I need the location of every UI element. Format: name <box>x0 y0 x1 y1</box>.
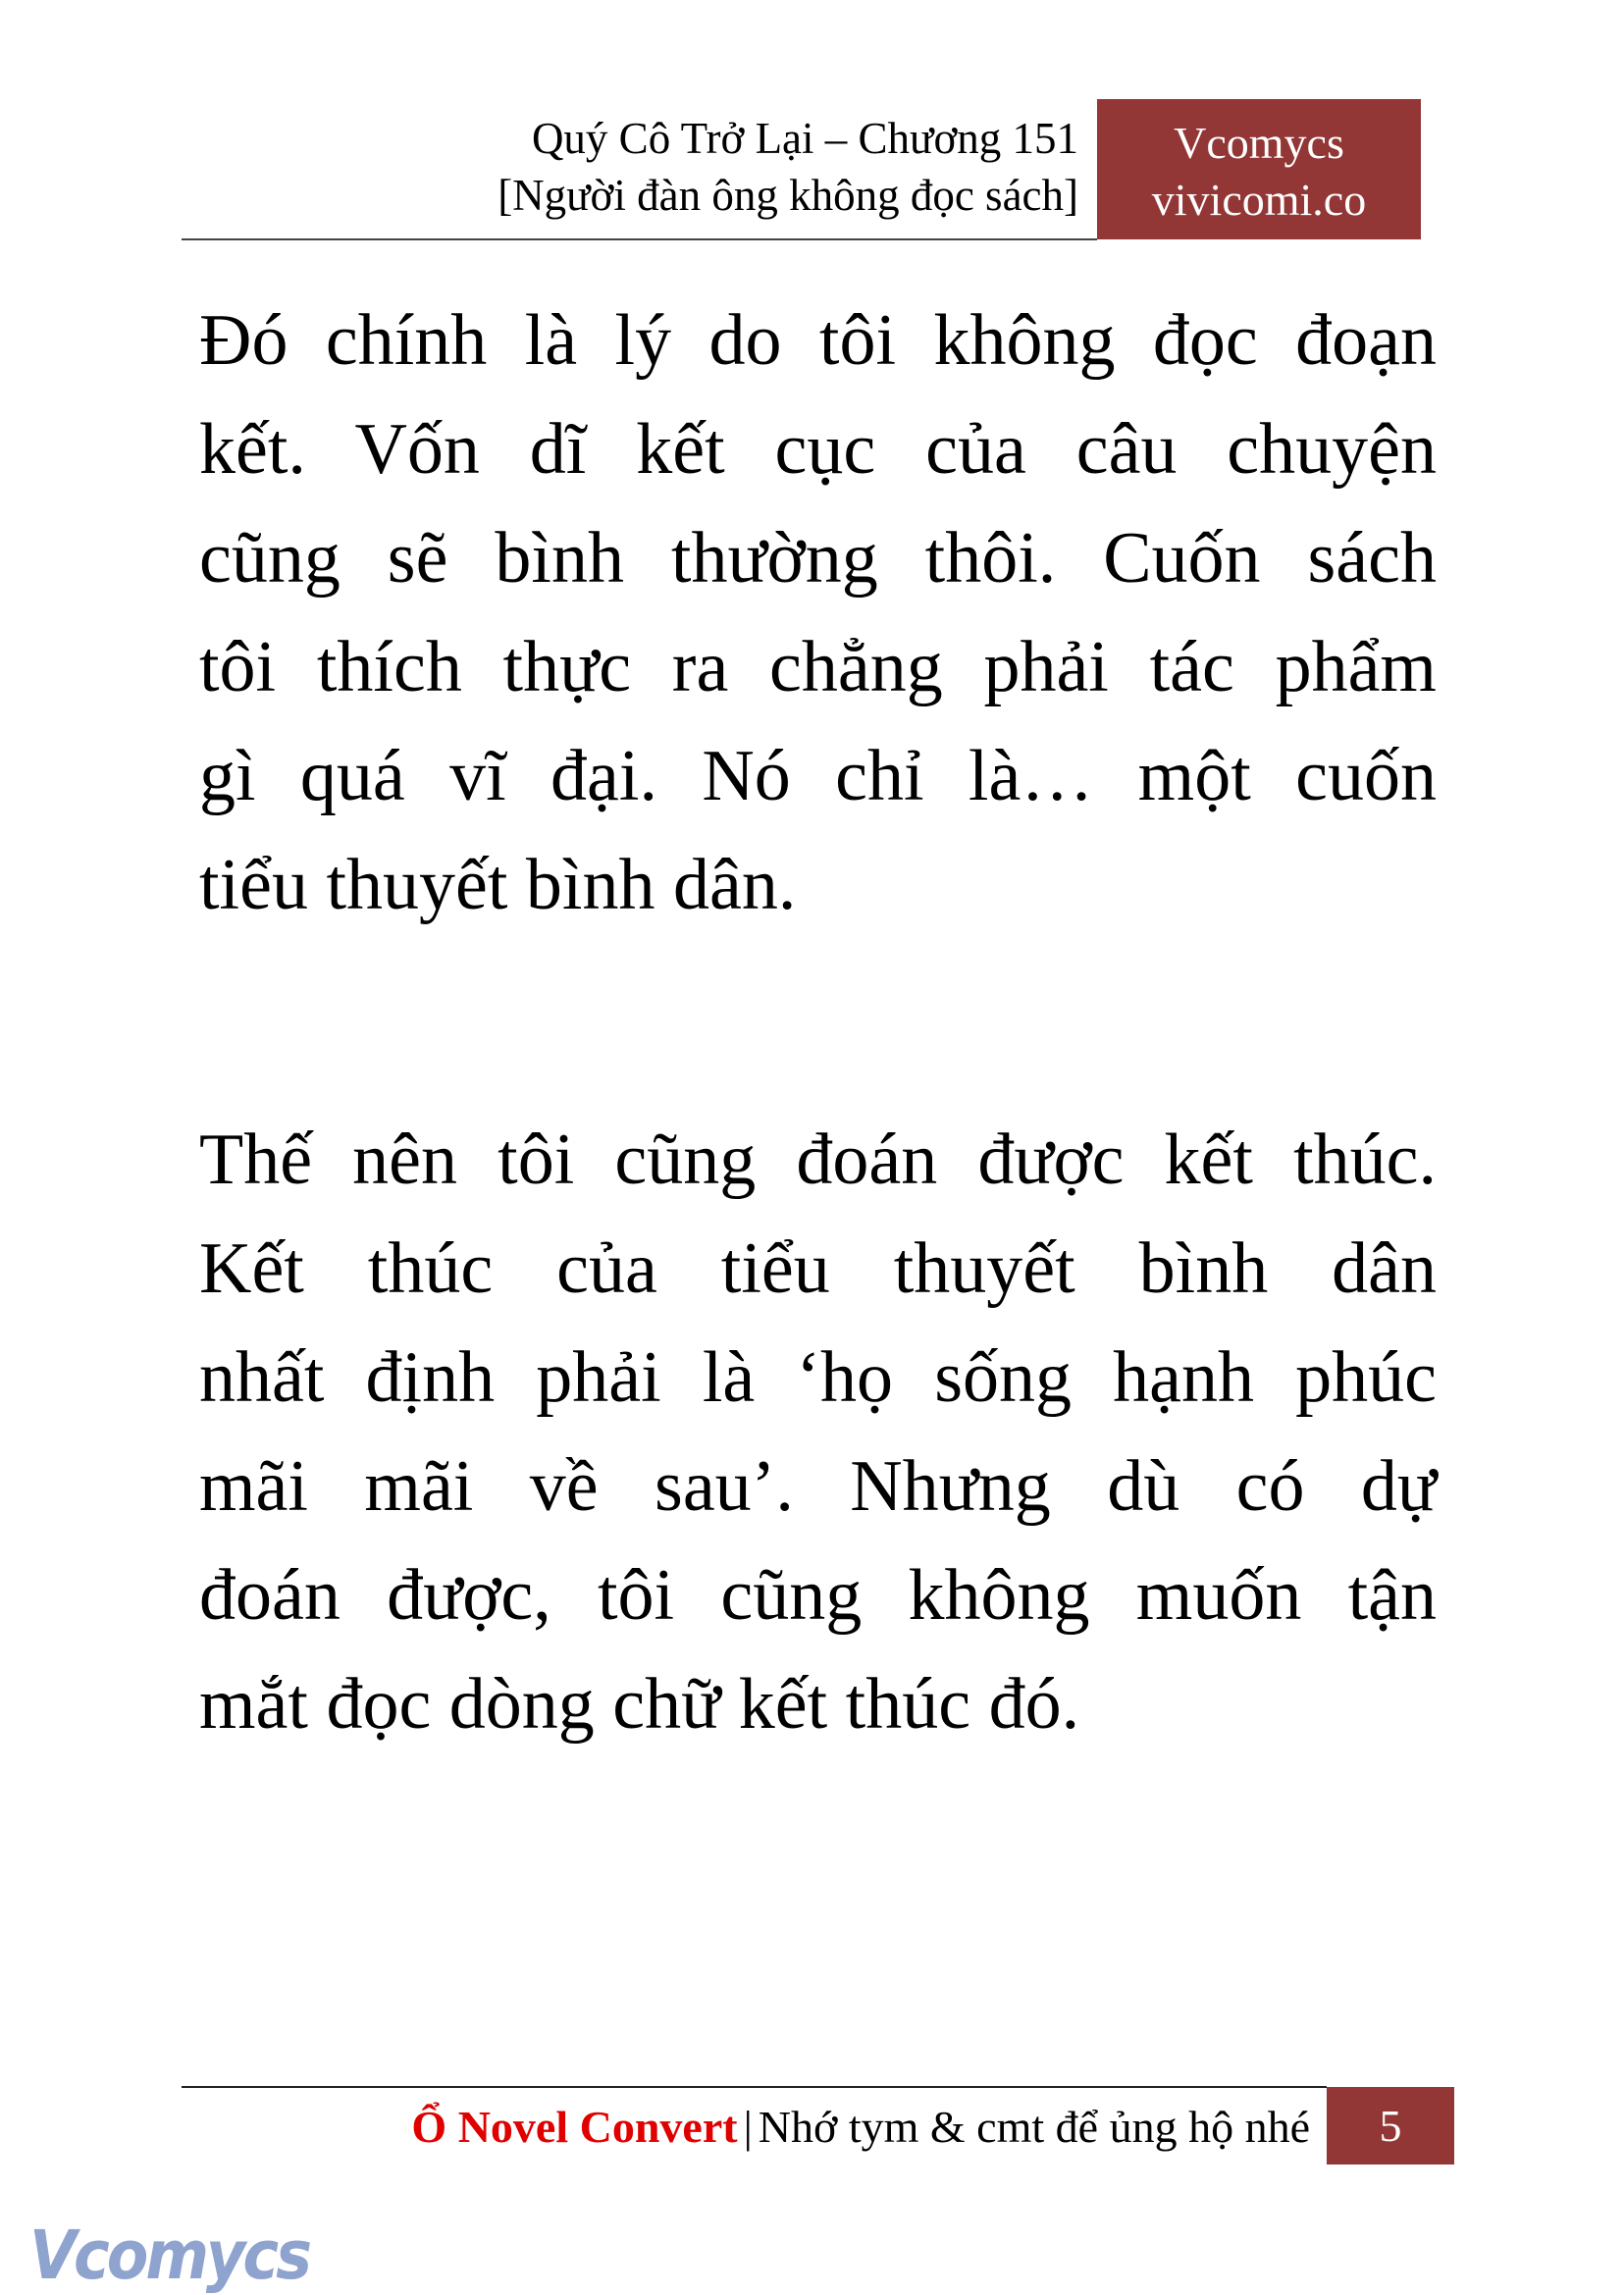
paragraph-1 <box>199 287 1437 940</box>
chapter-title: Quý Cô Trở Lại – Chương 151 <box>531 114 1078 163</box>
site-badge <box>1097 99 1421 239</box>
chapter-header <box>498 110 1078 224</box>
site-url: vivicomi.co <box>1151 175 1367 225</box>
footer-separator: | <box>743 2102 753 2152</box>
text-line: mãi mãi về sau’. Nhưng dù có dự <box>199 1446 1437 1527</box>
footer-brand: Ổ Novel Convert <box>411 2102 738 2152</box>
vcomycs-logo: Vcomycs <box>29 2216 310 2295</box>
text-line: đoán được, tôi cũng không muốn tận <box>199 1555 1437 1636</box>
header-divider <box>182 238 1097 240</box>
text-line: cũng sẽ bình thường thôi. Cuốn sách <box>199 518 1437 599</box>
text-line: Thế nên tôi cũng đoán được kết thúc. <box>199 1120 1437 1200</box>
text-line: Kết thúc của tiểu thuyết bình dân <box>199 1228 1437 1309</box>
text-line: mắt đọc dòng chữ kết thúc đó. <box>199 1664 1080 1745</box>
chapter-subtitle: [Người đàn ông không đọc sách] <box>498 171 1078 220</box>
paragraph-2 <box>199 1106 1437 1759</box>
text-line: gì quá vĩ đại. Nó chỉ là… một cuốn <box>199 736 1437 816</box>
footer-message: Nhớ tym & cmt để ủng hộ nhé <box>758 2102 1310 2152</box>
site-name: Vcomycs <box>1174 118 1344 168</box>
text-line: tôi thích thực ra chẳng phải tác phẩm <box>199 627 1437 707</box>
text-line: nhất định phải là ‘họ sống hạnh phúc <box>199 1337 1437 1418</box>
text-line: Đó chính là lý do tôi không đọc đoạn <box>199 300 1437 381</box>
footer-text <box>411 2100 1310 2155</box>
page-number: 5 <box>1327 2087 1454 2165</box>
text-line: kết. Vốn dĩ kết cục của câu chuyện <box>199 409 1437 490</box>
footer-divider <box>182 2086 1327 2088</box>
text-line: tiểu thuyết bình dân. <box>199 845 797 925</box>
